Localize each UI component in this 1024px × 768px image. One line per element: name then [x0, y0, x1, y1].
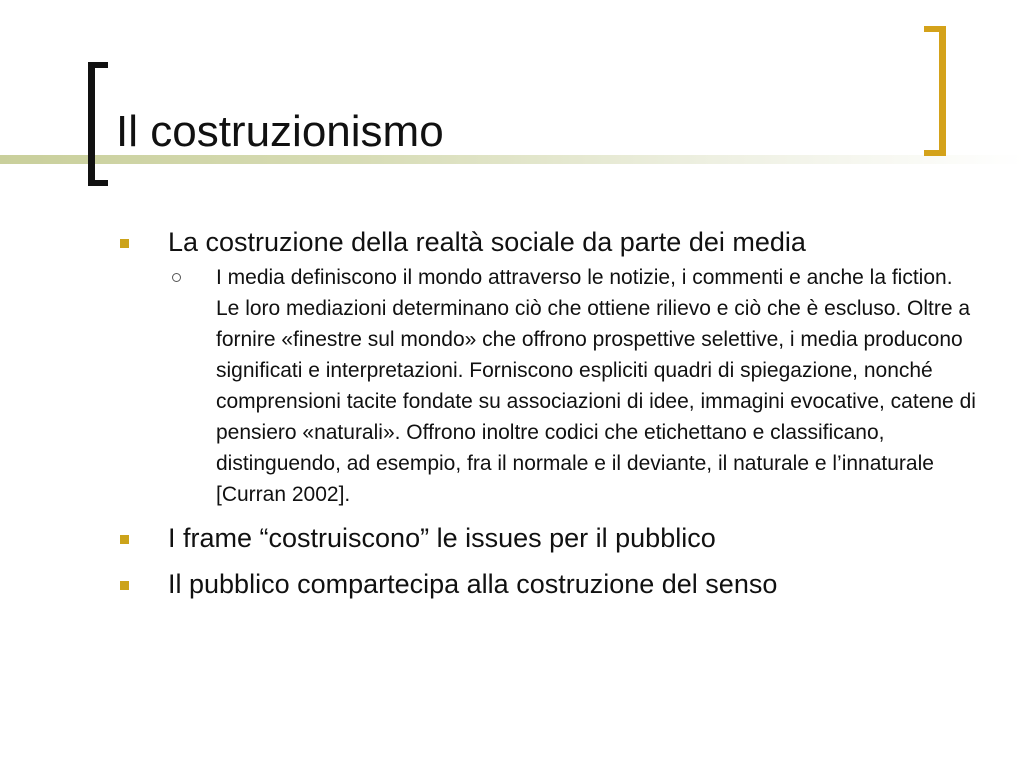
bullet-item: [118, 564, 998, 604]
bullet-item: [118, 518, 998, 558]
bullet-text: La costruzione della realtà sociale da parte dei media: [168, 227, 806, 257]
bullet-text: Il pubblico compartecipa alla costruzione del senso: [168, 569, 778, 599]
sub-bullet-text: I media definiscono il mondo attraverso le notizie, i commenti e anche la fiction. Le loro mediazioni determinano ciò che ottiene rilievo e ciò che è escluso. Oltre a fornire «finestre sul mondo» che offrono prospettive selettive, i media producono significati e interpretazioni. Forniscono espliciti quadri di spiegazione, nonché comprensioni tacite fondate su associazioni di idee, immagini evocative, catene di pensiero «naturali». Offrono inoltre codici che etichettano e classificano, distinguendo, ad esempio, fra il normale e il deviante, il naturale e l’innaturale [Curran 2002].: [216, 266, 976, 506]
left-bracket-decoration: [88, 62, 108, 186]
slide-title: Il costruzionismo: [116, 107, 444, 156]
sub-bullet-item: [168, 262, 976, 510]
square-bullet-icon: [120, 239, 129, 248]
circle-bullet-icon: [172, 273, 181, 282]
bullet-list: [118, 222, 998, 604]
square-bullet-icon: [120, 581, 129, 590]
bullet-text: I frame “costruiscono” le issues per il pubblico: [168, 523, 716, 553]
right-bracket-decoration: [924, 26, 946, 156]
bullet-item: [118, 222, 998, 262]
square-bullet-icon: [120, 535, 129, 544]
